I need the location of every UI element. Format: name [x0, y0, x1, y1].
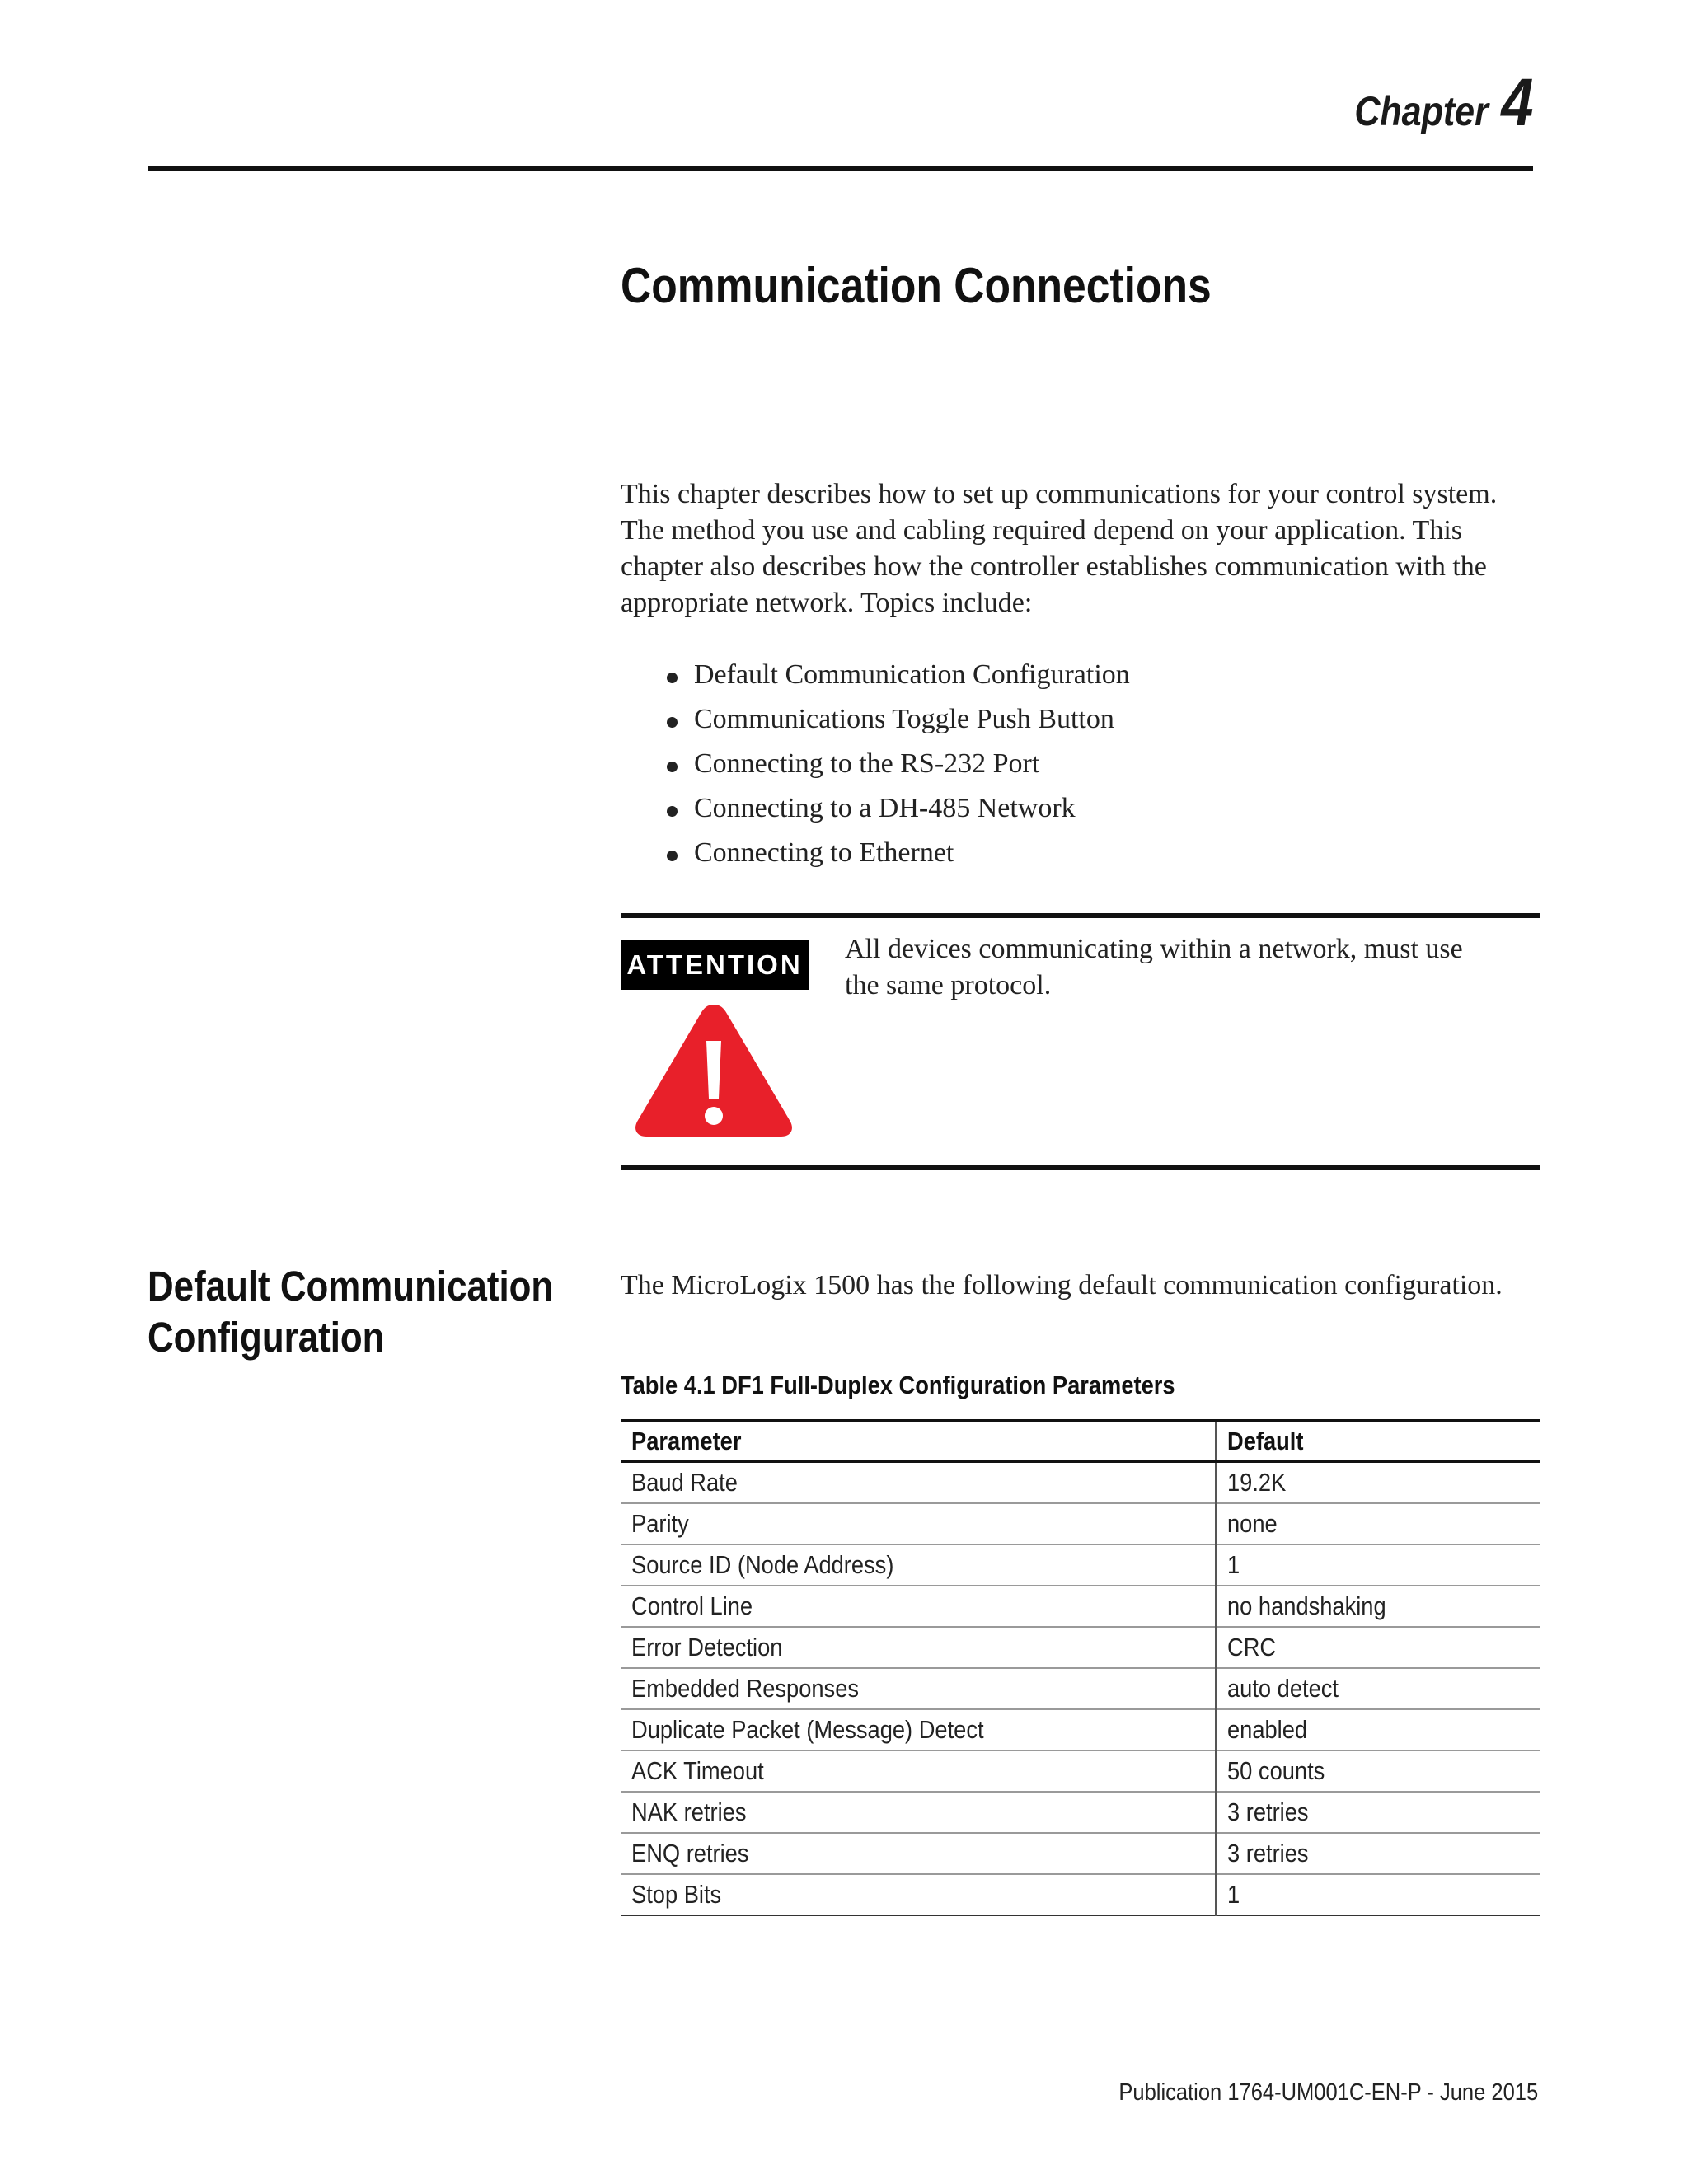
default-cell: 3 retries: [1227, 1838, 1309, 1868]
table-row: [621, 1750, 1540, 1792]
section-intro: The MicroLogix 1500 has the following default communication configuration.: [621, 1270, 1503, 1301]
parameter-cell: Error Detection: [621, 1627, 1216, 1668]
table-row: [621, 1586, 1540, 1627]
parameter-cell: Parity: [621, 1503, 1216, 1544]
table-row: [621, 1709, 1540, 1750]
section-heading-line1: Default Communication: [148, 1263, 554, 1310]
parameter-cell: Stop Bits: [621, 1874, 1216, 1915]
topic-item: Connecting to Ethernet: [663, 831, 1130, 875]
warning-triangle-icon: [631, 998, 796, 1140]
topic-item: Connecting to a DH-485 Network: [663, 786, 1130, 831]
chapter-header: [1355, 64, 1534, 142]
section-heading: [148, 1261, 573, 1363]
attention-rule-bottom: [621, 1165, 1540, 1170]
table-row: [621, 1462, 1540, 1503]
chapter-word: Chapter: [1354, 88, 1489, 134]
topics-list: [663, 653, 1130, 875]
default-cell: enabled: [1227, 1714, 1308, 1744]
default-cell: 19.2K: [1227, 1467, 1287, 1497]
default-cell: 1: [1227, 1549, 1240, 1579]
chapter-intro: This chapter describes how to set up communications for your control system. The method you use and cabling required depend on your application. This chapter also describes how the controller establishes communication with the appropriate network. Topics include:: [621, 479, 1498, 618]
chapter-number: 4: [1501, 65, 1534, 140]
parameter-cell: Baud Rate: [621, 1462, 1216, 1503]
default-cell: no handshaking: [1227, 1591, 1386, 1620]
table-row: [621, 1668, 1540, 1709]
table-row: [621, 1792, 1540, 1833]
parameter-cell: Embedded Responses: [621, 1668, 1216, 1709]
table-row: [621, 1833, 1540, 1874]
topic-item: Communications Toggle Push Button: [663, 697, 1130, 742]
parameter-cell: Duplicate Packet (Message) Detect: [621, 1709, 1216, 1750]
topic-item: Default Communication Configuration: [663, 653, 1130, 697]
default-cell: none: [1227, 1508, 1278, 1538]
column-header-default: Default: [1227, 1426, 1304, 1455]
parameter-cell: Control Line: [621, 1586, 1216, 1627]
table-row: [621, 1503, 1540, 1544]
attention-rule-top: [621, 913, 1540, 918]
page-title: Communication Connections: [621, 258, 1212, 313]
attention-text: All devices communicating within a network, must use the same protocol.: [845, 934, 1463, 1001]
parameter-cell: ACK Timeout: [621, 1750, 1216, 1792]
header-rule: [148, 166, 1533, 171]
config-parameters-table: [621, 1419, 1540, 1916]
topic-item: Connecting to the RS-232 Port: [663, 742, 1130, 786]
parameter-cell: ENQ retries: [621, 1833, 1216, 1874]
attention-label: ATTENTION: [621, 940, 809, 990]
publication-footer: Publication 1764-UM001C-EN-P - June 2015: [1118, 2079, 1538, 2106]
default-cell: 3 retries: [1227, 1797, 1309, 1826]
parameter-cell: NAK retries: [621, 1792, 1216, 1833]
table-caption: Table 4.1 DF1 Full-Duplex Configuration Parameters: [621, 1371, 1175, 1399]
column-header-parameter: Parameter: [621, 1421, 1216, 1462]
default-cell: 50 counts: [1227, 1755, 1325, 1785]
default-cell: auto detect: [1227, 1673, 1339, 1703]
section-heading-line2: Configuration: [148, 1314, 385, 1361]
parameter-cell: Source ID (Node Address): [621, 1544, 1216, 1586]
table-header-row: [621, 1421, 1540, 1462]
table-row: [621, 1874, 1540, 1915]
table-row: [621, 1627, 1540, 1668]
default-cell: 1: [1227, 1879, 1240, 1909]
table-row: [621, 1544, 1540, 1586]
default-cell: CRC: [1227, 1632, 1277, 1661]
